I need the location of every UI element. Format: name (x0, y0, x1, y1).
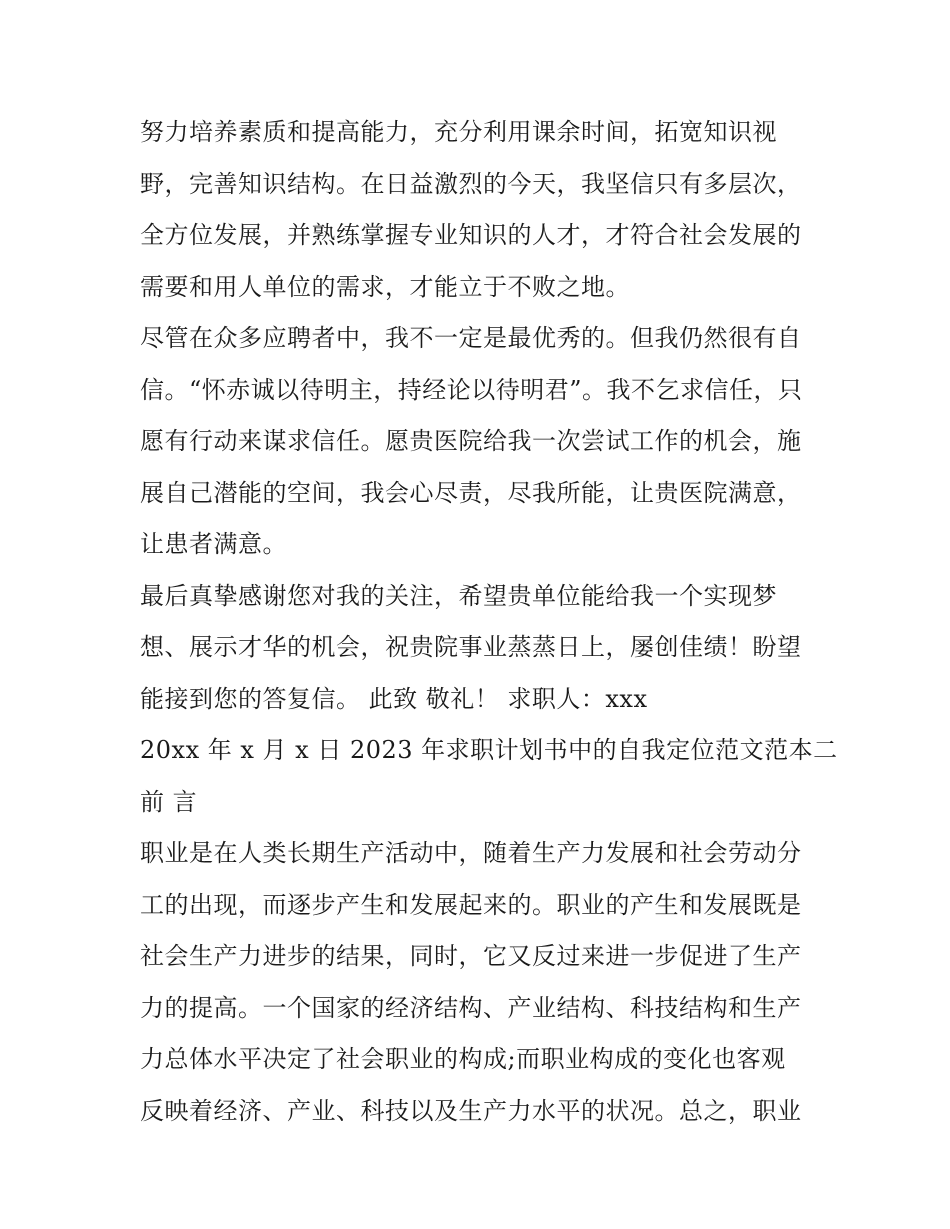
document-body (140, 107, 838, 1137)
text-line: 野，完善知识结构。在日益激烈的今天，我坚信只有多层次， (140, 169, 802, 198)
text-line: 信。“怀赤诚以待明主，持经论以待明君”。我不乞求信任，只 (140, 375, 803, 404)
text-line: 努力培养素质和提高能力，充分利用课余时间，拓宽知识视 (140, 118, 777, 146)
text-line: 反映着经济、产业、科技以及生产力水平的状况。总之，职业 (140, 1096, 802, 1125)
text-line: 职业是在人类长期生产活动中，随着生产力发展和社会劳动分 (140, 839, 802, 867)
text-line: 愿有行动来谋求信任。愿贵医院给我一次尝试工作的机会，施 (140, 427, 802, 455)
text-line: 社会生产力进步的结果，同时，它又反过来进一步促进了生产 (140, 942, 802, 970)
date-title-line: 20xx 年 x 月 x 日 2023 年求职计划书中的自我定位范文范本二 (140, 736, 838, 764)
text-line: 想、展示才华的机会，祝贵院事业蒸蒸日上，屡创佳绩！盼望 (140, 633, 802, 661)
text-line: 工的出现，而逐步产生和发展起来的。职业的产生和发展既是 (140, 890, 802, 919)
signature-line: 能接到您的答复信。 此致 敬礼！ 求职人：xxx (140, 684, 648, 713)
text-line: 全方位发展，并熟练掌握专业知识的人才，才符合社会发展的 (140, 221, 802, 249)
text-line: 力的提高。一个国家的经济结构、产业结构、科技结构和生产 (140, 993, 802, 1022)
text-line: 展自己潜能的空间，我会心尽责，尽我所能，让贵医院满意， (140, 478, 802, 507)
text-line: 让患者满意。 (140, 530, 287, 558)
text-line: 力总体水平决定了社会职业的构成;而职业构成的变化也客观 (140, 1045, 786, 1073)
text-line: 最后真挚感谢您对我的关注，希望贵单位能给我一个实现梦 (140, 581, 777, 610)
section-heading: 前 言 (140, 787, 198, 816)
text-line: 尽管在众多应聘者中，我不一定是最优秀的。但我仍然很有自 (140, 324, 802, 352)
text-line: 需要和用人单位的需求，才能立于不败之地。 (140, 272, 630, 301)
